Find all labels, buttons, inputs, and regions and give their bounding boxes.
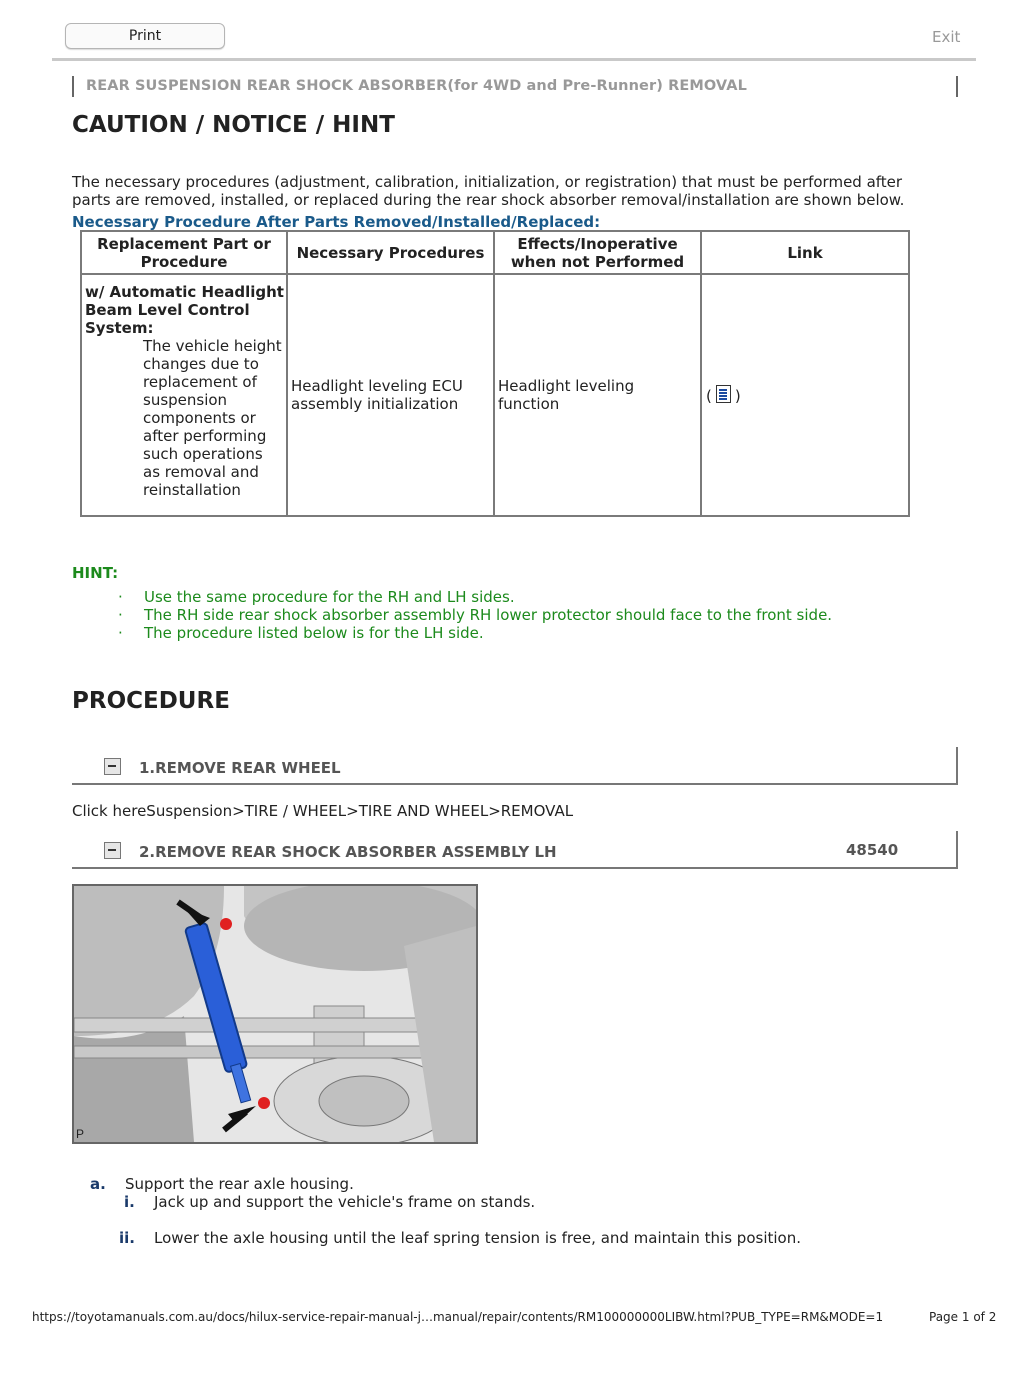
necessary-procedure-title: Necessary Procedure After Parts Removed/Installed/Replaced: bbox=[72, 213, 601, 231]
footer-url: https://toyotamanuals.com.au/docs/hilux-service-repair-manual-j…manual/repair/contents/RM100000000LIBW.html?PUB_TYPE=RM&MODE=1 bbox=[32, 1310, 884, 1324]
table-cell-effect: Headlight leveling function bbox=[494, 274, 701, 516]
step-2-header[interactable] bbox=[72, 831, 958, 869]
necessary-procedure-table bbox=[80, 230, 910, 517]
table-header-row bbox=[81, 231, 909, 274]
step-i-label: i. bbox=[124, 1193, 135, 1211]
shock-absorber-illustration bbox=[72, 884, 478, 1144]
hint-item-text: The procedure listed below is for the LH side. bbox=[144, 624, 484, 642]
step-2-right-border bbox=[956, 831, 958, 869]
table-cell-link bbox=[701, 274, 909, 516]
step-a-label: a. bbox=[90, 1175, 106, 1193]
table-header-part: Replacement Part or Procedure bbox=[81, 231, 287, 274]
breadcrumb bbox=[72, 76, 958, 98]
step-ii-text: Lower the axle housing until the leaf spring tension is free, and maintain this position. bbox=[154, 1229, 801, 1247]
bullet: · bbox=[118, 624, 123, 642]
step-1-right-border bbox=[956, 747, 958, 785]
hint-list bbox=[118, 588, 832, 642]
hint-label: HINT: bbox=[72, 564, 119, 582]
breadcrumb-left-border bbox=[72, 76, 74, 97]
step-1-bottom-border bbox=[72, 783, 958, 785]
figure-label: P bbox=[76, 1127, 85, 1141]
part-detail: The vehicle height changes due to replacement of suspension components or after performing such operations as removal and reinstallation bbox=[143, 337, 282, 499]
hint-item-text: The RH side rear shock absorber assembly RH lower protector should face to the front side. bbox=[144, 606, 833, 624]
step-ii-label: ii. bbox=[119, 1229, 135, 1247]
procedure-heading: PROCEDURE bbox=[72, 688, 230, 714]
table-header-link: Link bbox=[701, 231, 909, 274]
list-item bbox=[118, 606, 832, 624]
table-cell-part bbox=[81, 274, 287, 516]
step-i-text: Jack up and support the vehicle's frame on stands. bbox=[154, 1193, 536, 1211]
table-row bbox=[81, 274, 909, 516]
collapse-icon[interactable] bbox=[104, 758, 121, 775]
part-number: 48540 bbox=[846, 841, 899, 859]
link-close-paren: ) bbox=[734, 387, 741, 405]
footer-page-number: Page 1 of 2 bbox=[929, 1310, 997, 1324]
collapse-icon[interactable] bbox=[104, 842, 121, 859]
hint-item-text: Use the same procedure for the RH and LH sides. bbox=[144, 588, 515, 606]
remove-wheel-link[interactable]: Click hereSuspension>TIRE / WHEEL>TIRE AND WHEEL>REMOVAL bbox=[72, 802, 574, 820]
breadcrumb-right-border bbox=[956, 76, 958, 97]
part-condition: w/ Automatic Headlight Beam Level Control System: bbox=[85, 283, 284, 337]
print-button[interactable]: Print bbox=[65, 23, 225, 49]
step-1-header[interactable] bbox=[72, 747, 958, 785]
step-a-text: Support the rear axle housing. bbox=[125, 1175, 354, 1193]
table-header-procedures: Necessary Procedures bbox=[287, 231, 494, 274]
breadcrumb-text: REAR SUSPENSION REAR SHOCK ABSORBER(for 4WD and Pre-Runner) REMOVAL bbox=[86, 78, 747, 94]
table-header-effects: Effects/Inoperative when not Performed bbox=[494, 231, 701, 274]
step-1-title: 1.REMOVE REAR WHEEL bbox=[139, 759, 341, 777]
top-divider bbox=[52, 58, 976, 61]
step-2-title: 2.REMOVE REAR SHOCK ABSORBER ASSEMBLY LH bbox=[139, 843, 557, 861]
bullet: · bbox=[118, 606, 123, 624]
exit-link[interactable]: Exit bbox=[932, 28, 961, 46]
caution-intro: The necessary procedures (adjustment, calibration, initialization, or registration) that must be performed after parts are removed, installed, or replaced during the rear shock absorber removal/installation are shown below. bbox=[72, 173, 905, 209]
link-open-paren: ( bbox=[706, 387, 712, 405]
table-cell-procedure: Headlight leveling ECU assembly initialization bbox=[287, 274, 494, 516]
list-item bbox=[118, 624, 832, 642]
bullet: · bbox=[118, 588, 123, 606]
list-item bbox=[118, 588, 832, 606]
step-2-bottom-border bbox=[72, 867, 958, 869]
document-icon[interactable] bbox=[716, 385, 731, 403]
caution-heading: CAUTION / NOTICE / HINT bbox=[72, 112, 395, 138]
